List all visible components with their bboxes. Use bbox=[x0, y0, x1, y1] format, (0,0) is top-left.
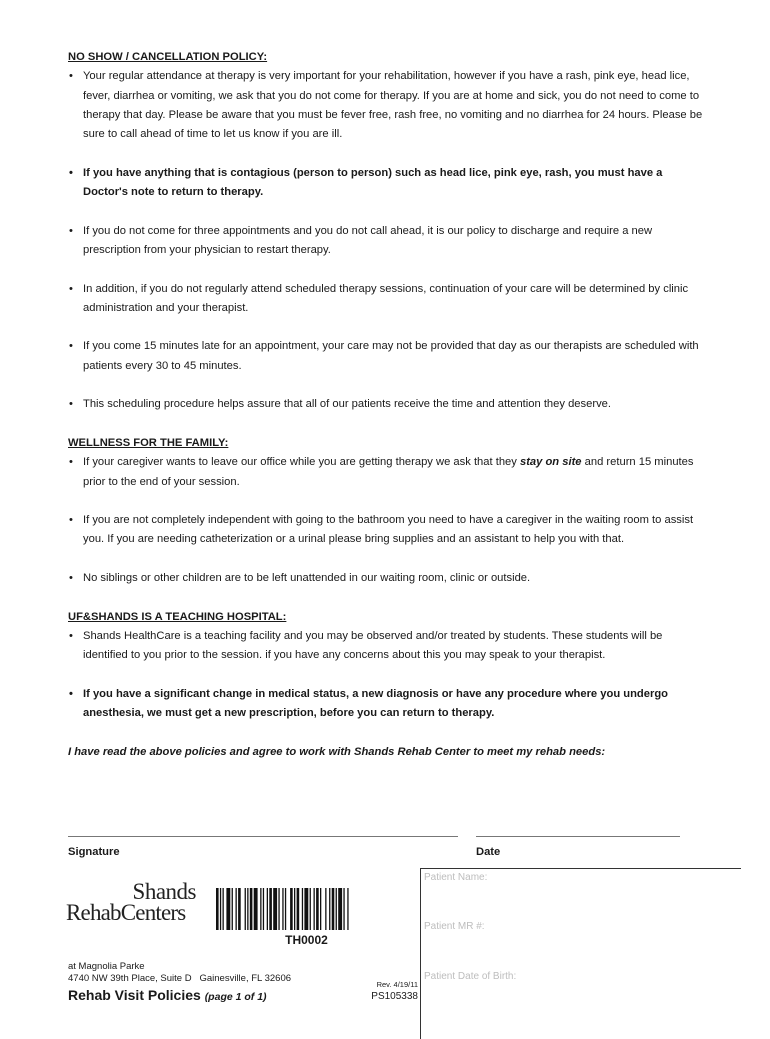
barcode-bar bbox=[320, 888, 321, 930]
signature-line[interactable] bbox=[68, 836, 458, 837]
policy-item: • This scheduling procedure helps assure that all of our patients receive the time and attention they deserve. bbox=[68, 395, 708, 414]
barcode-bar bbox=[332, 888, 335, 930]
address-line-2: 4740 NW 39th Place, Suite D Gainesville, FL 32606 bbox=[68, 973, 292, 984]
barcode-bar bbox=[329, 888, 330, 930]
barcode-bar bbox=[304, 888, 308, 930]
no-show-heading: NO SHOW / CANCELLATION POLICY: bbox=[68, 51, 268, 63]
barcode-bar bbox=[263, 888, 264, 930]
barcode-bar bbox=[347, 888, 348, 930]
policy-item: • If you have a significant change in medical status, a new diagnosis or have any procedure where you undergo anesthesia, we must get a new prescription, before you can return to therapy. bbox=[68, 685, 708, 724]
barcode-bar bbox=[343, 888, 344, 930]
barcode-bar bbox=[325, 888, 326, 930]
policy-item: • If you are not completely independent with going to the bathroom you need to have a caregiver in the waiting room to assist you. If you are needing catheterization or a urinal please bring supplies and an assistant to help you with that. bbox=[68, 511, 708, 550]
logo-line-1: Shands bbox=[132, 879, 196, 904]
wellness-heading: WELLNESS FOR THE FAMILY: bbox=[68, 436, 229, 449]
barcode-bar bbox=[282, 888, 283, 930]
barcode-bar bbox=[236, 888, 237, 930]
barcode-bar bbox=[338, 888, 342, 930]
clinic-address bbox=[68, 961, 291, 985]
patient-mr-label: Patient MR #: bbox=[424, 921, 485, 932]
barcode-bar bbox=[226, 888, 230, 930]
form-page-number: (page 1 of 1) bbox=[204, 991, 267, 1003]
policy-item: • If you come 15 minutes late for an appointment, your care may not be provided that day as our therapists are scheduled with patients every 30 to 45 minutes. bbox=[68, 337, 708, 376]
barcode-bar bbox=[216, 888, 219, 930]
policy-item: • If you do not come for three appointments and you do not call ahead, it is our policy to discharge and require a new prescription from your physician to restart therapy. bbox=[68, 222, 708, 261]
barcode-bar bbox=[267, 888, 268, 930]
barcode-bar bbox=[245, 888, 246, 930]
barcode-bar bbox=[254, 888, 258, 930]
logo-line-2: RehabCenters bbox=[66, 900, 186, 925]
patient-dob-label: Patient Date of Birth: bbox=[424, 971, 517, 982]
barcode-bar bbox=[336, 888, 337, 930]
barcode-bar bbox=[250, 888, 253, 930]
teaching-heading: UF&SHANDS IS A TEACHING HOSPITAL: bbox=[68, 610, 287, 623]
barcode-bar bbox=[294, 888, 295, 930]
barcode-bar bbox=[290, 888, 293, 930]
barcode-bar bbox=[232, 888, 233, 930]
date-label: Date bbox=[476, 846, 501, 858]
barcode-bar bbox=[273, 888, 277, 930]
shands-rehab-logo bbox=[66, 879, 196, 925]
form-title-text: Rehab Visit Policies bbox=[68, 987, 201, 1003]
barcode-bar bbox=[278, 888, 279, 930]
barcode-bar bbox=[269, 888, 272, 930]
barcode-bar bbox=[316, 888, 319, 930]
policy-document bbox=[68, 48, 708, 762]
barcode-bar bbox=[238, 888, 241, 930]
barcode-bar bbox=[297, 888, 300, 930]
revision-date: Rev. 4/19/11 bbox=[376, 980, 418, 989]
signature-label: Signature bbox=[68, 846, 120, 858]
policy-item bbox=[68, 453, 708, 492]
policy-item: • Your regular attendance at therapy is very important for your rehabilitation, however if you have a rash, pink eye, head lice, fever, diarrhea or vomiting, we ask that you do not come for therapy. If you are at home and sick, you do not need to come to therapy that day. Please be aware that you must be fever free, rash free, no vomiting and no diarrhea for 24 hours. Please be sure to call ahead of time to let us know if you are ill. bbox=[68, 67, 708, 144]
policy-item: • No siblings or other children are to be left unattended in our waiting room, clinic or outside. bbox=[68, 569, 708, 588]
address-line-1: at Magnolia Parke bbox=[68, 961, 145, 972]
patient-name-label: Patient Name: bbox=[424, 872, 488, 883]
stay-on-site-emphasis: stay on site bbox=[519, 456, 582, 469]
policy-item: • If you have anything that is contagious (person to person) such as head lice, pink eye, rash, you must have a Doctor's note to return to therapy. bbox=[68, 164, 708, 203]
barcode-text: TH0002 bbox=[285, 933, 328, 947]
patient-info-box bbox=[420, 868, 741, 1039]
barcode-bar bbox=[247, 888, 248, 930]
barcode-bar bbox=[314, 888, 315, 930]
barcode-bar bbox=[302, 888, 303, 930]
policy-item: • Shands HealthCare is a teaching facility and you may be observed and/or treated by students. These students will be identified to you prior to the session. if you have any concerns about this you may speak to your therapist. bbox=[68, 627, 708, 666]
date-line[interactable] bbox=[476, 836, 680, 837]
barcode-bar bbox=[220, 888, 221, 930]
barcode-bar bbox=[285, 888, 286, 930]
policy-item: • In addition, if you do not regularly attend scheduled therapy sessions, continuation of your care will be determined by clinic administration and your therapist. bbox=[68, 280, 708, 319]
barcode-bar bbox=[223, 888, 224, 930]
form-code: PS105338 bbox=[371, 991, 418, 1002]
barcode-bar bbox=[260, 888, 261, 930]
policy-item-text: If your caregiver wants to leave our office while you are getting therapy we ask that they bbox=[83, 456, 520, 469]
barcode bbox=[216, 888, 397, 930]
policy-item-text: and return 15 minutes prior to the end of your session. bbox=[83, 456, 694, 488]
form-title bbox=[68, 987, 267, 1003]
agreement-statement: I have read the above policies and agree to work with Shands Rehab Center to meet my rehab needs: bbox=[68, 745, 606, 758]
barcode-bar bbox=[310, 888, 311, 930]
